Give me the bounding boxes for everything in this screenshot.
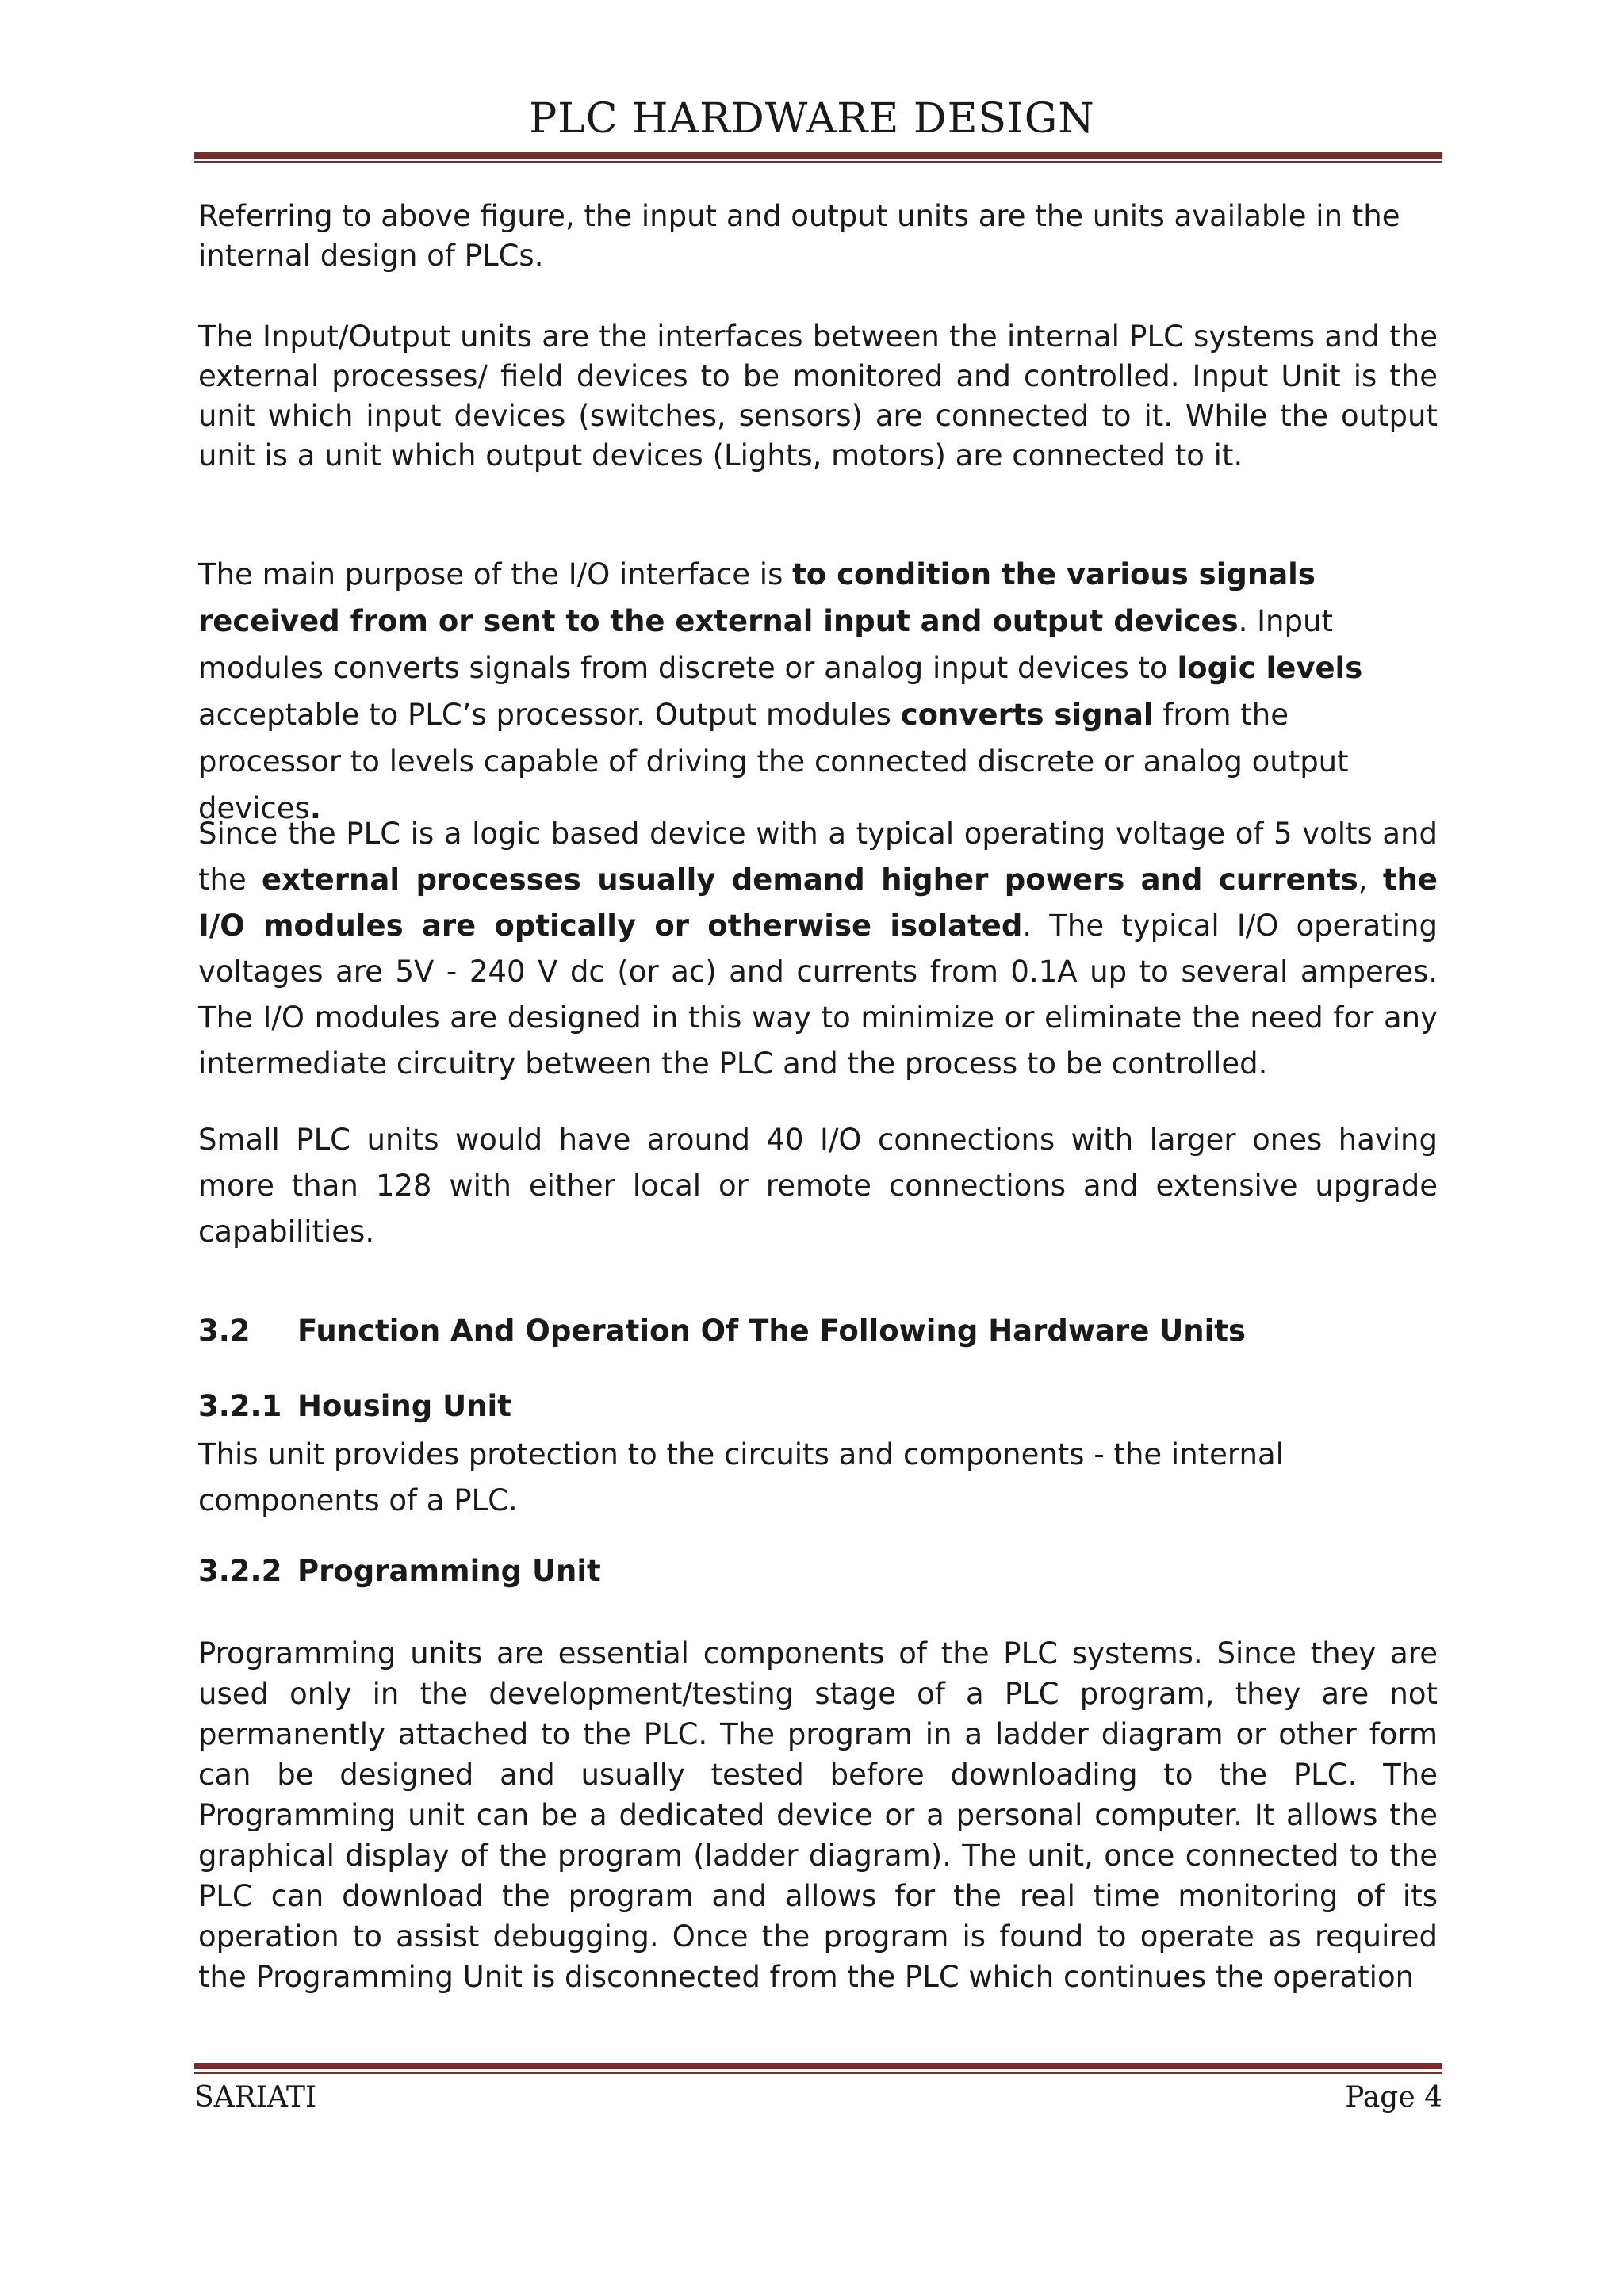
paragraph-small-plc: Small PLC units would have around 40 I/O connections with larger ones having more than 128 with either local or remote connections and extensive upgrade capabilities. xyxy=(198,1123,1438,1249)
text-run: . The typical I/O operating voltages are 5V - 240 V dc (or ac) and currents from 0.1A up to several amperes. The I/O modules are designed in this way to minimize or eliminate the need for any intermediate circuitry between the PLC and the process to be controlled. xyxy=(198,909,1438,1081)
text-run: from the processor to levels capable of driving the connected discrete or analog output devices xyxy=(198,698,1349,825)
header-rule xyxy=(194,152,1442,163)
paragraph-referring: Referring to above figure, the input and output units are the units available in the internal design of PLCs. xyxy=(198,199,1400,273)
section-number: 3.2 xyxy=(198,1314,251,1348)
section-title: Housing Unit xyxy=(297,1389,511,1423)
section-heading-3-2-2 xyxy=(198,1554,601,1588)
bold-run: converts signal xyxy=(900,698,1154,732)
bold-run: external processes usually demand higher powers and currents xyxy=(262,863,1358,897)
programming-unit-text: Programming units are essential components of the PLC systems. Since they are used only in the development/testing stage of a PLC program, they are not permanently attached to the PLC. The program in a ladder diagram or other form can be designed and usually tested before downloading to the PLC. The Programming unit can be a dedicated device or a personal computer. It allows the graphical display of the program (ladder diagram). The unit, once connected to the PLC can download the program and allows for the real time monitoring of its operation to assist debugging. Once the program is found to operate as required the Programming Unit is disconnected from the PLC which continues the operation xyxy=(198,1636,1438,1994)
footer-author: SARIATI xyxy=(194,2081,317,2114)
bold-run: . xyxy=(309,791,321,825)
paragraph-io-interfaces: The Input/Output units are the interfaces between the internal PLC systems and the external processes/ field devices to be monitored and controlled. Input Unit is the unit which input devices (switches, sensors) are connected to it. While the output unit is a unit which output devices (Lights, motors) are connected to it. xyxy=(198,320,1438,473)
footer-page-number: Page 4 xyxy=(1345,2081,1442,2114)
text-run: acceptable to PLC’s processor. Output modules xyxy=(198,698,901,732)
text-run: Since the PLC is a logic based device with a typical operating voltage of 5 volts and the xyxy=(198,817,1438,897)
housing-unit-text: This unit provides protection to the circuits and components - the internal components of a PLC. xyxy=(198,1437,1284,1517)
paragraph-isolation xyxy=(198,811,1438,1087)
text-run: , xyxy=(1358,863,1383,897)
section-title: Programming Unit xyxy=(297,1554,601,1588)
section-heading-3-2-1 xyxy=(198,1389,511,1423)
paragraph-intro xyxy=(198,197,1438,276)
page-header-title: PLC HARDWARE DESIGN xyxy=(529,95,1095,143)
paragraph-io-purpose xyxy=(198,551,1438,832)
bold-run: to condition the various signals received from or sent to the external input and output devices xyxy=(198,557,1316,638)
section-heading-3-2 xyxy=(198,1314,1246,1348)
section-number: 3.2.2 xyxy=(198,1554,282,1588)
text-run: . Input modules converts signals from discrete or analog input devices to xyxy=(198,604,1333,685)
footer-rule xyxy=(194,2063,1442,2074)
section-number: 3.2.1 xyxy=(198,1389,282,1423)
paragraph-programming-unit xyxy=(198,1633,1438,1997)
paragraph-connections xyxy=(198,1117,1438,1255)
bold-run: the I/O modules are optically or otherwise isolated xyxy=(198,863,1438,943)
section-title: Function And Operation Of The Following Hardware Units xyxy=(297,1314,1247,1348)
bold-run: logic levels xyxy=(1177,651,1363,685)
paragraph-io-units xyxy=(198,317,1438,476)
text-run: The main purpose of the I/O interface is xyxy=(198,557,793,591)
paragraph-housing-unit xyxy=(198,1432,1438,1524)
